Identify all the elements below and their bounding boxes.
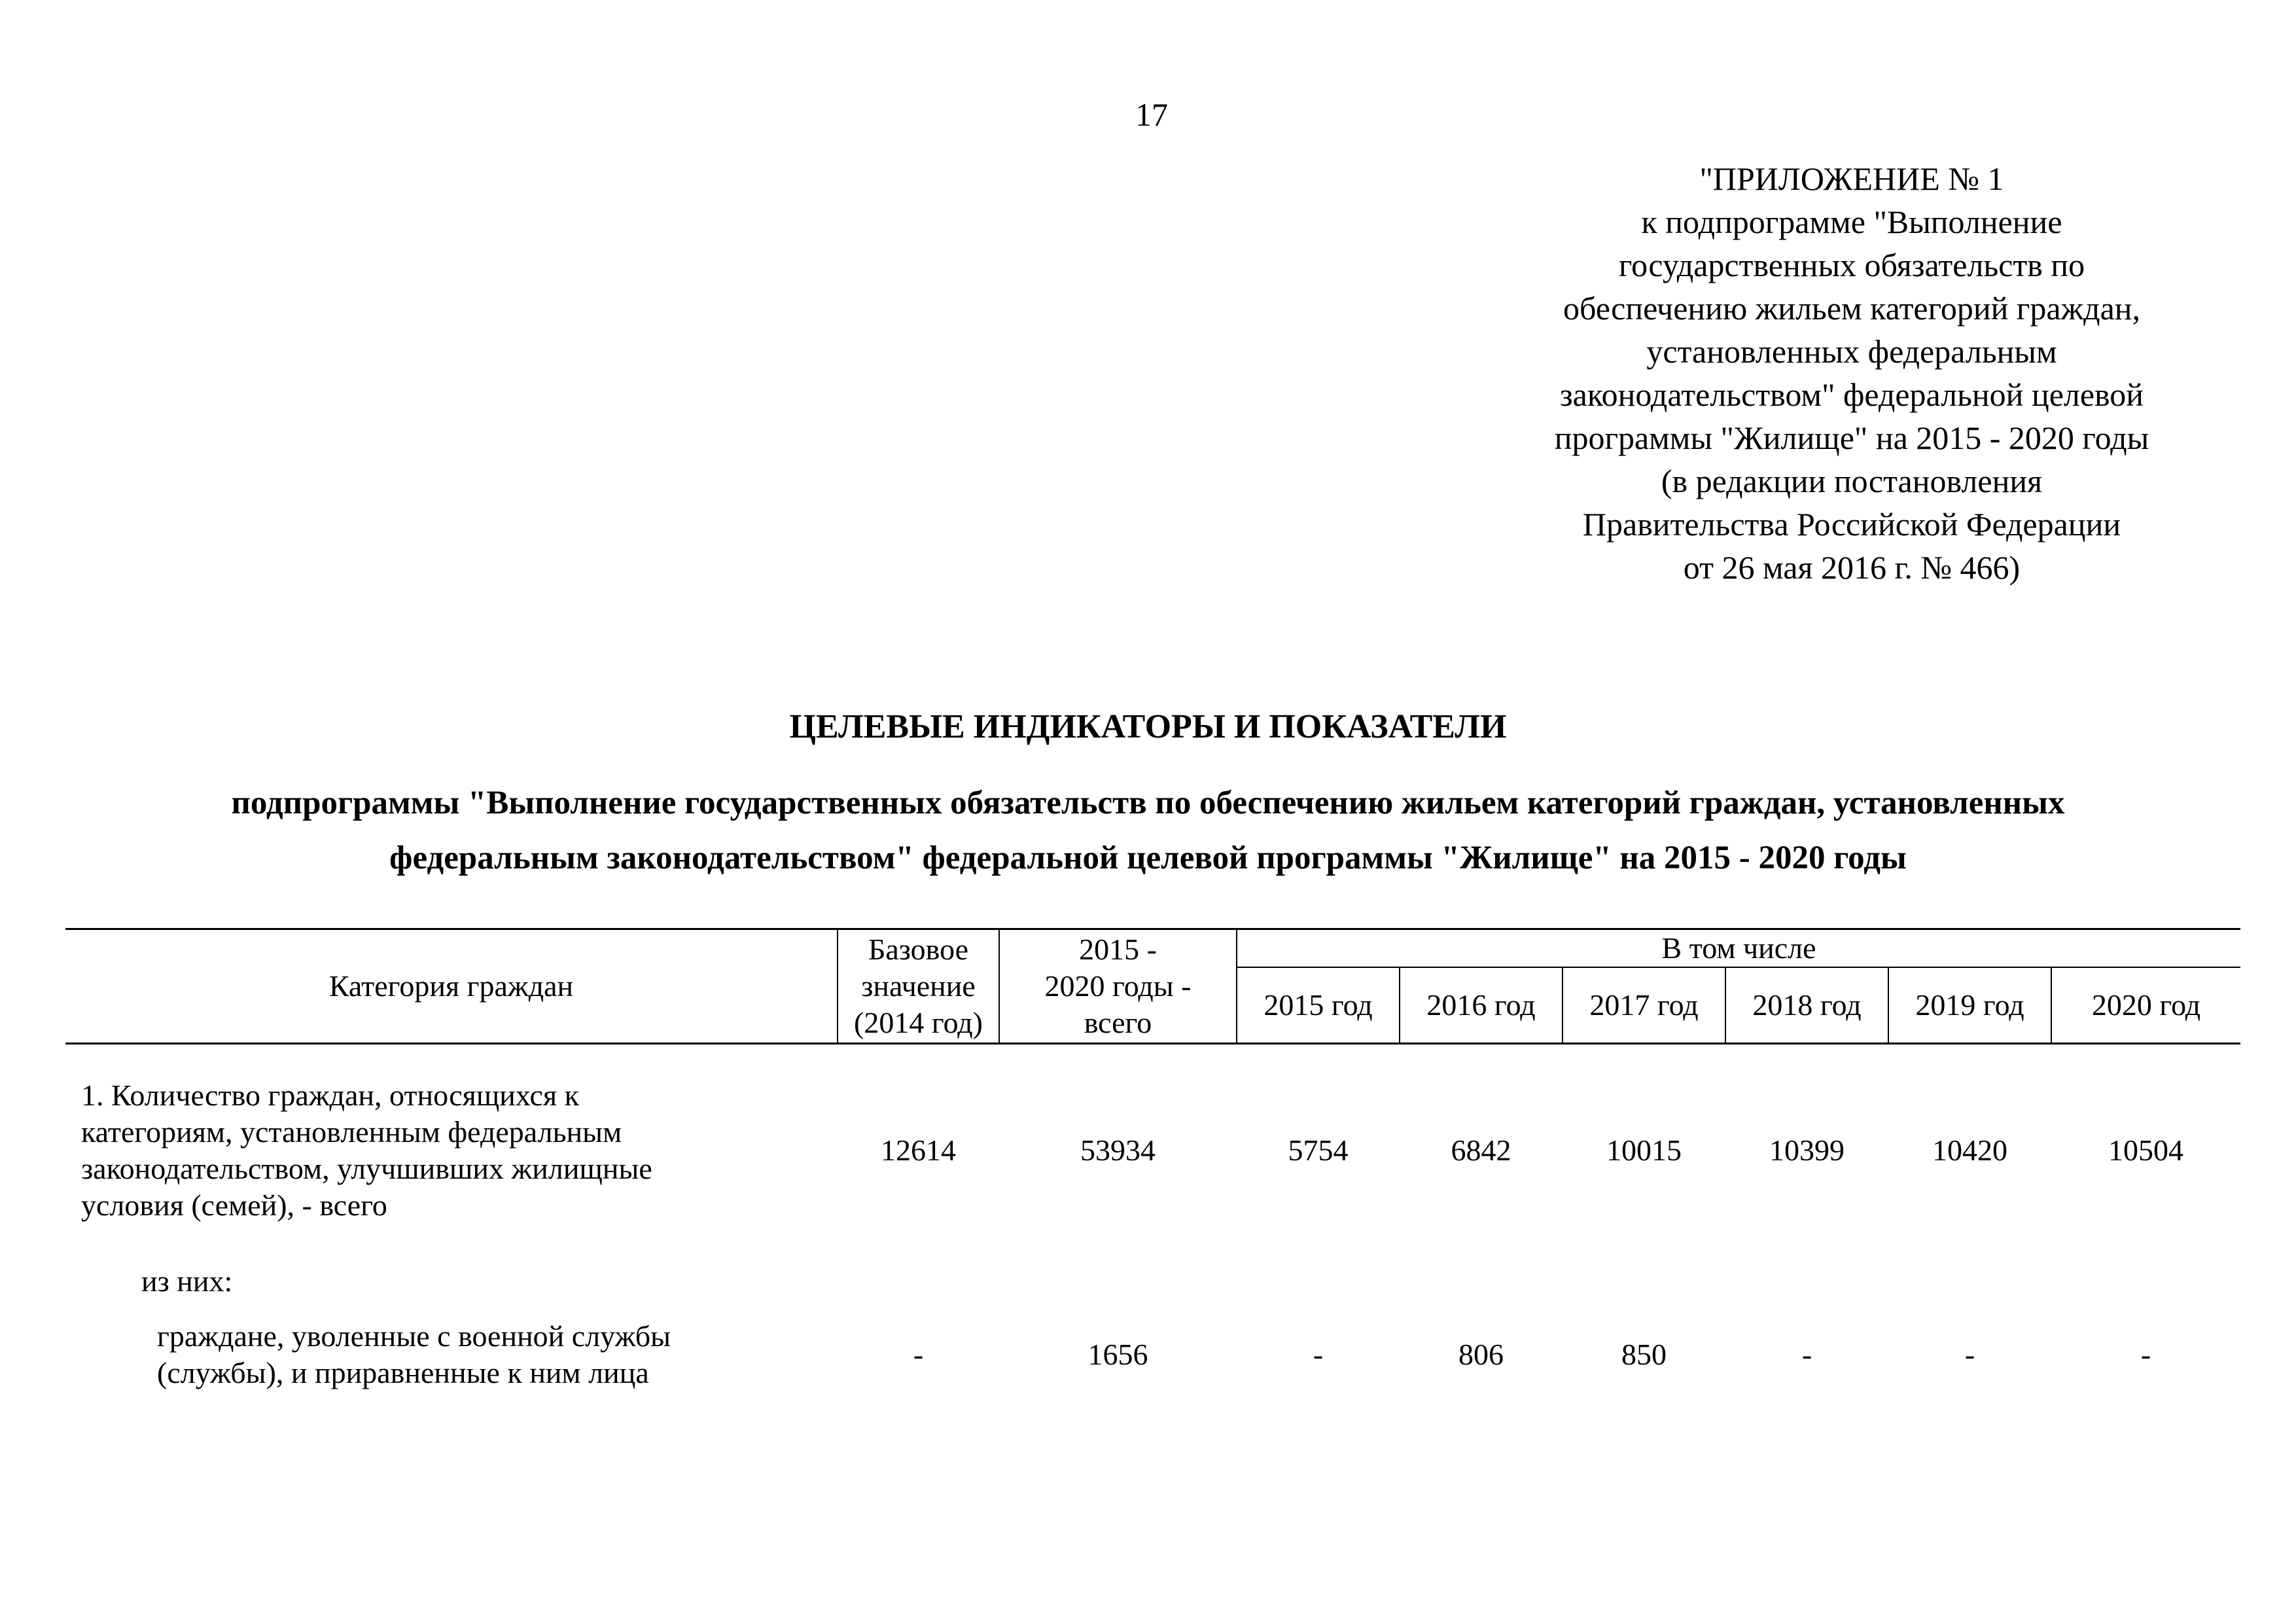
cell-year: 806 [1458,1338,1504,1371]
row-label-line: законодательством, улучшивших жилищные [81,1152,652,1185]
appendix-line: законодательством" федеральной целевой [1559,376,2144,413]
appendix-line: установленных федеральным [1646,333,2057,370]
cell-year: - [1964,1338,1975,1371]
appendix-line: (в редакции постановления [1661,463,2043,499]
cell-year: 10420 [1932,1133,2007,1167]
document-title: ЦЕЛЕВЫЕ ИНДИКАТОРЫ И ПОКАЗАТЕЛИ [789,708,1507,745]
header-year: 2015 год [1237,967,1400,1044]
table-row [65,1318,2240,1391]
appendix-line: обеспечению жильем категорий граждан, [1563,290,2141,327]
cell-year: 10015 [1606,1133,1682,1167]
cell-year: - [1801,1338,1812,1371]
appendix-line: "ПРИЛОЖЕНИЕ № 1 [1699,160,2004,197]
indicators-table [65,928,2240,1391]
row-label [65,1077,838,1224]
header-including: В том числе [1237,929,2240,968]
header-category: Категория граждан [65,929,838,1044]
subtitle-line: федеральным законодательством" федеральной целевой программы "Жилище" на 2015 - 2020 годы [389,840,1907,876]
cell-year: 5754 [1288,1133,1349,1167]
cell-year: 10504 [2108,1133,2184,1167]
header-line: (2014 год) [854,1006,983,1039]
cell-base-value: - [913,1338,924,1371]
header-line: Базовое [868,933,969,966]
page-number: 17 [1135,96,1168,133]
document-subtitle [65,776,2231,885]
cell-total: 1656 [1087,1338,1148,1371]
header-line: 2015 - [1079,933,1157,966]
header-year: 2018 год [1725,967,1888,1044]
appendix-line: Правительства Российской Федерации [1582,506,2121,543]
row-label: из них: [141,1264,233,1298]
appendix-line: государственных обязательств по [1618,247,2085,283]
header-line: значение [861,969,976,1003]
row-label-line: граждане, уволенные с военной службы [157,1319,671,1353]
cell-year: 6842 [1451,1133,1511,1167]
header-line: 2020 годы - [1044,969,1192,1003]
header-base-value [838,929,999,1044]
subtitle-line: подпрограммы "Выполнение государственных обязательств по обеспечению жильем категорий граждан, установленных [231,785,2065,821]
cell-year: 10399 [1769,1133,1845,1167]
table-row [65,1224,2240,1318]
row-label-line: категориям, установленным федеральным [81,1115,622,1149]
appendix-line: программы "Жилище" на 2015 - 2020 годы [1554,419,2149,456]
header-year: 2017 год [1563,967,1725,1044]
row-label-line: (службы), и приравненные к ним лица [157,1356,649,1389]
row-label [65,1318,838,1391]
appendix-line: от 26 мая 2016 г. № 466) [1683,549,2021,586]
header-year: 2019 год [1888,967,2051,1044]
header-year: 2016 год [1400,967,1563,1044]
row-label-line: 1. Количество граждан, относящихся к [81,1079,579,1112]
table-row [65,1077,2240,1224]
appendix-header [1453,157,2251,589]
cell-year: 850 [1621,1338,1667,1371]
cell-base-value: 12614 [881,1133,956,1167]
header-line: всего [1084,1006,1152,1039]
appendix-line: к подпрограмме "Выполнение [1641,204,2062,240]
header-total [999,929,1237,1044]
header-year: 2020 год [2051,967,2240,1044]
cell-total: 53934 [1080,1133,1156,1167]
row-label-line: условия (семей), - всего [81,1188,387,1222]
cell-year: - [2140,1338,2151,1371]
cell-year: - [1313,1338,1324,1371]
